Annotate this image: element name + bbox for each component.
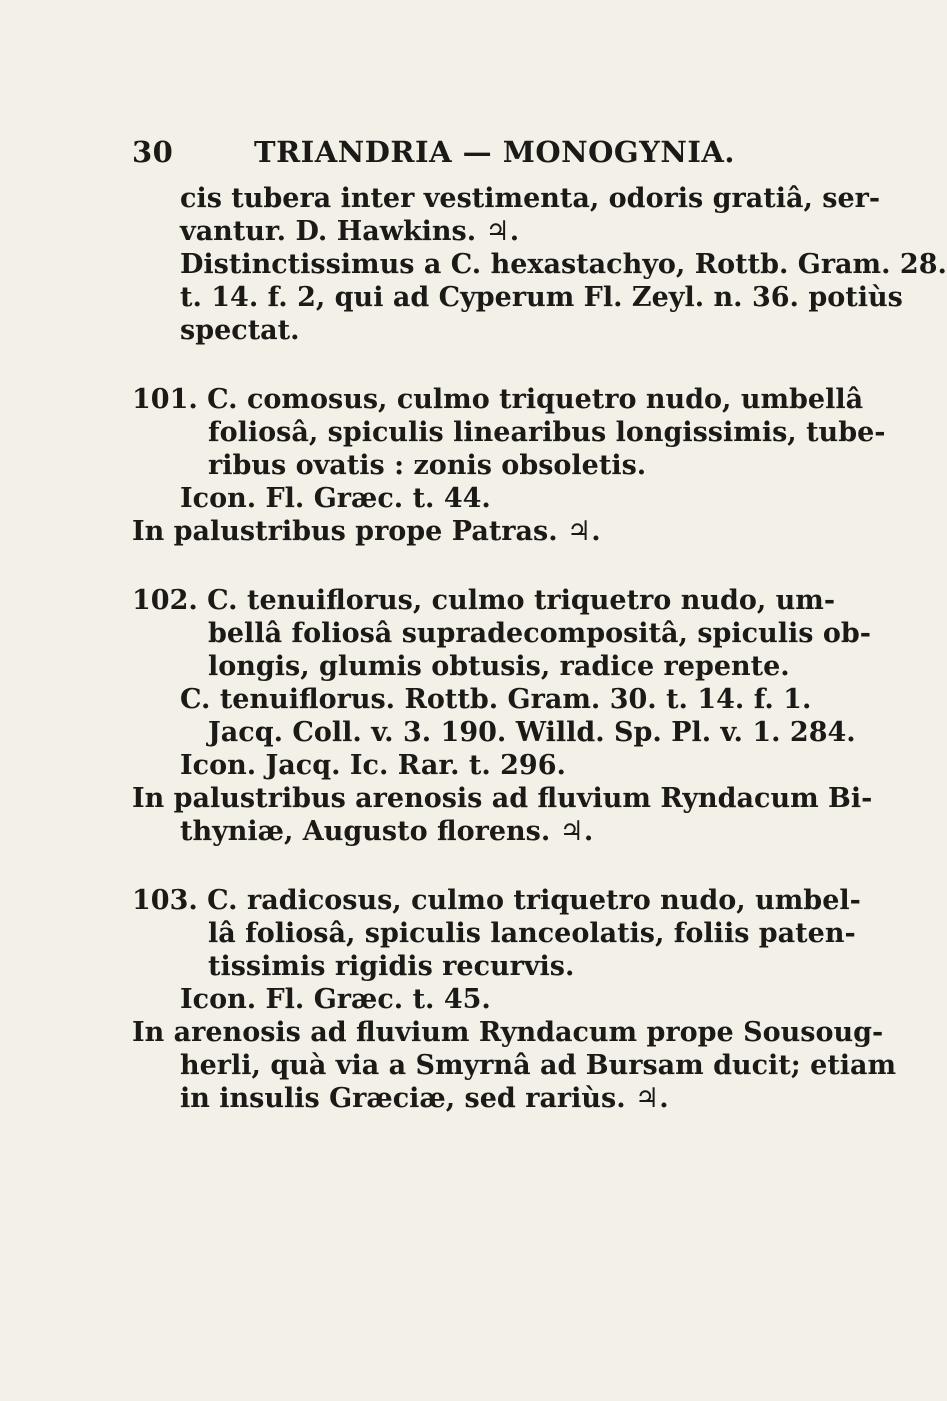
entry-heading: 102. C. tenuiflorus, culmo triquetro nudo, um- xyxy=(132,585,836,616)
entry-heading: 103. C. radicosus, culmo triquetro nudo, umbel- xyxy=(132,885,861,916)
text-line: tissimis rigidis recurvis. xyxy=(208,951,575,982)
habitat-line: In palustribus arenosis ad fluvium Ryndacum Bi- xyxy=(132,783,873,814)
icon-reference: Icon. Fl. Græc. t. 44. xyxy=(180,483,491,514)
entry-heading: 101. C. comosus, culmo triquetro nudo, umbellâ xyxy=(132,384,864,415)
text-line: lâ foliosâ, spiculis lanceolatis, foliis paten- xyxy=(208,918,856,949)
species-entry-102 xyxy=(132,584,873,848)
page-number: 30 xyxy=(132,135,174,169)
species-entry-101 xyxy=(132,383,886,548)
species-entry-103 xyxy=(132,884,897,1115)
text-line: cis tubera inter vestimenta, odoris gratiâ, ser- xyxy=(180,183,881,214)
text-line: bellâ foliosâ supradecompositâ, spiculis ob- xyxy=(208,618,871,649)
habitat-line: herli, quà via a Smyrnâ ad Bursam ducit; etiam xyxy=(180,1050,897,1081)
synonym-line: C. tenuiflorus. Rottb. Gram. 30. t. 14. f. 1. xyxy=(180,684,812,715)
habitat-line: in insulis Græciæ, sed rariùs. ♃. xyxy=(180,1083,669,1114)
habitat-line: thyniæ, Augusto florens. ♃. xyxy=(180,816,594,847)
text-line: spectat. xyxy=(180,315,300,346)
page-body xyxy=(132,182,947,1115)
habitat-line: In arenosis ad fluvium Ryndacum prope Sousoug- xyxy=(132,1017,884,1048)
synonym-line: Jacq. Coll. v. 3. 190. Willd. Sp. Pl. v. 1. 284. xyxy=(208,717,856,748)
icon-reference: Icon. Jacq. Ic. Rar. t. 296. xyxy=(180,750,566,781)
text-line: vantur. D. Hawkins. ♃. xyxy=(180,216,520,247)
text-line: foliosâ, spiculis linearibus longissimis, tube- xyxy=(208,417,886,448)
text-line: Distinctissimus a C. hexastachyo, Rottb. Gram. 28. xyxy=(180,249,947,280)
running-title: TRIANDRIA — MONOGYNIA. xyxy=(254,135,736,169)
text-line: t. 14. f. 2, qui ad Cyperum Fl. Zeyl. n. 36. potiùs xyxy=(180,282,903,313)
text-line: ribus ovatis : zonis obsoletis. xyxy=(208,450,647,481)
icon-reference: Icon. Fl. Græc. t. 45. xyxy=(180,984,491,1015)
text-line: longis, glumis obtusis, radice repente. xyxy=(208,651,790,682)
habitat-line: In palustribus prope Patras. ♃. xyxy=(132,516,601,547)
continuation-paragraph xyxy=(132,182,947,347)
